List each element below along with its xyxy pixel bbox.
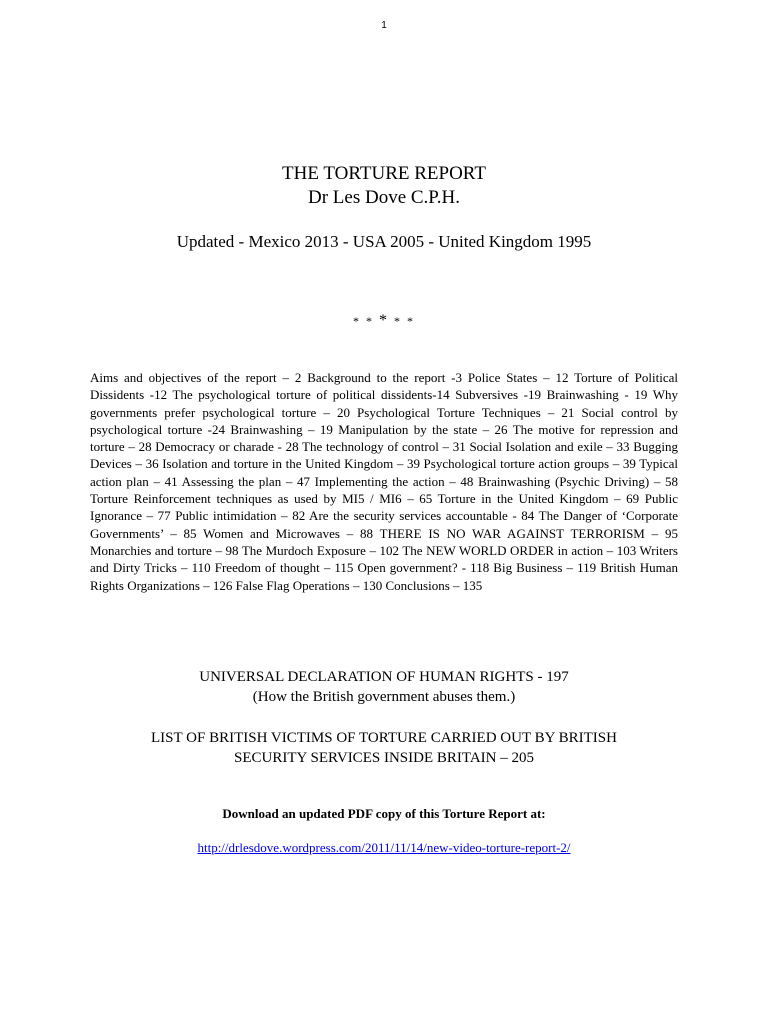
victims-section [0, 728, 768, 768]
separator-stars [0, 312, 768, 330]
victims-heading-line2: SECURITY SERVICES INSIDE BRITAIN – 205 [234, 750, 534, 766]
report-link[interactable]: http://drlesdove.wordpress.com/2011/11/14/new-video-torture-report-2/ [197, 840, 571, 855]
udhr-subheading: (How the British government abuses them.) [252, 689, 516, 705]
victims-heading-line1: LIST OF BRITISH VICTIMS OF TORTURE CARRIED OUT BY BRITISH [151, 730, 617, 746]
contents-paragraph: Aims and objectives of the report – 2 Background to the report -3 Police States – 12 Torture of Political Dissidents -12 The psychological torture of political dissidents-14 Subversives -19 Brainwashing - 19 Why governments prefer psychological torture – 20 Psychological Torture Techniques – 21 Social control by psychological torture -24 Brainwashing – 19 Manipulation by the state – 26 The motive for repression and torture – 28 Democracy or charade - 28 The technology of control – 31 Social Isolation and exile – 33 Bugging Devices – 36 Isolation and torture in the United Kingdom – 39 Psychological torture action groups – 39 Typical action plan – 41 Assessing the plan – 47 Implementing the action – 48 Brainwashing (Psychic Driving) – 58 Torture Reinforcement techniques as used by MI5 / MI6 – 65 Torture in the United Kingdom – 69 Public Ignorance – 77 Public intimidation – 82 Are the security services accountable - 84 The Danger of ‘Corporate Governments’ – 85 Women and Microwaves – 88 THERE IS NO WAR AGAINST TERRORISM – 95 Monarchies and torture – 98 The Murdoch Exposure – 102 The NEW WORLD ORDER in action – 103 Writers and Dirty Tricks – 110 Freedom of thought – 115 Open government? - 118 Big Business – 119 British Human Rights Organizations – 126 False Flag Operations – 130 Conclusions – 135 [90, 370, 678, 593]
title-block [0, 162, 768, 210]
page-number: 1 [381, 20, 387, 31]
report-author: Dr Les Dove C.P.H. [308, 187, 460, 208]
separator-left: * * [353, 314, 374, 328]
report-title: THE TORTURE REPORT [282, 163, 486, 184]
udhr-section [0, 667, 768, 707]
download-notice: Download an updated PDF copy of this Torture Report at: [222, 806, 546, 821]
separator-right: * * [394, 314, 415, 328]
separator-center: * [379, 312, 389, 329]
link-container [0, 840, 768, 856]
updated-line: Updated - Mexico 2013 - USA 2005 - United Kingdom 1995 [176, 232, 592, 251]
udhr-heading: UNIVERSAL DECLARATION OF HUMAN RIGHTS - 197 [199, 669, 569, 685]
